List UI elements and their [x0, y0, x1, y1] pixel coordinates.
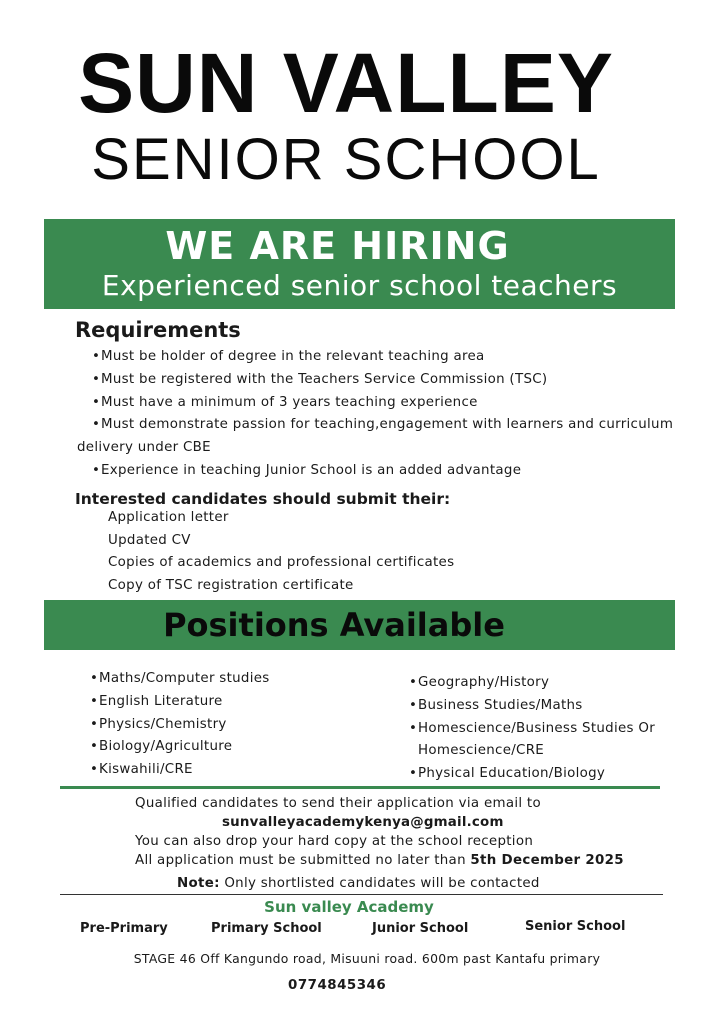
requirements-list	[77, 346, 677, 483]
position-item-continued: Homescience/CRE	[418, 743, 545, 759]
position-item: •Physics/Chemistry	[90, 714, 270, 737]
bullet-icon: •	[409, 697, 418, 713]
bullet-icon: •	[92, 417, 101, 433]
positions-list-right	[409, 672, 655, 786]
requirement-item: •Must be holder of degree in the relevant teaching area	[77, 346, 677, 369]
position-item: •Maths/Computer studies	[90, 668, 270, 691]
application-instruction: Qualified candidates to send their application via email to	[135, 796, 541, 811]
level-pre-primary: Pre-Primary	[80, 921, 168, 936]
requirement-item-continued: delivery under CBE	[77, 440, 211, 456]
requirements-title: Requirements	[75, 318, 241, 342]
bullet-icon: •	[92, 394, 101, 410]
bullet-icon: •	[409, 720, 418, 736]
bullet-icon: •	[92, 349, 101, 364]
bullet-icon: •	[90, 671, 99, 686]
positions-list-left	[90, 668, 270, 782]
application-email[interactable]: sunvalleyacademykenya@gmail.com	[222, 815, 504, 830]
deadline: All application must be submitted no later than 5th December 2025	[135, 853, 624, 868]
position-item: •Homescience/Business Studies Or	[409, 718, 655, 741]
position-item: •English Literature	[90, 691, 270, 714]
requirement-item: •Must be registered with the Teachers Service Commission (TSC)	[77, 369, 677, 392]
school-address: STAGE 46 Off Kangundo road, Misuuni road. 600m past Kantafu primary	[133, 951, 601, 966]
bullet-icon: •	[90, 716, 99, 732]
bullet-icon: •	[409, 675, 418, 690]
note	[177, 874, 540, 893]
position-item: •Kiswahili/CRE	[90, 759, 270, 782]
bullet-icon: •	[90, 693, 99, 709]
submission-item: Copy of TSC registration certificate	[108, 577, 354, 593]
submission-list	[108, 507, 454, 597]
requirement-item: •Experience in teaching Junior School is an added advantage	[77, 460, 677, 483]
requirement-item: •Must have a minimum of 3 years teaching experience	[77, 392, 677, 415]
position-item: •Business Studies/Maths	[409, 695, 655, 718]
submission-item: Application letter	[108, 510, 229, 525]
deadline-date: 5th December 2025	[470, 853, 624, 868]
school-subtitle: SENIOR SCHOOL	[91, 127, 601, 192]
level-junior: Junior School	[372, 921, 469, 936]
phone-number[interactable]: 0774845346	[288, 978, 387, 993]
submission-item: Updated CV	[108, 532, 191, 548]
bullet-icon: •	[92, 371, 101, 387]
level-primary: Primary School	[211, 921, 322, 936]
academy-name: Sun valley Academy	[264, 898, 434, 916]
hiring-headline: WE ARE HIRING	[165, 224, 510, 268]
level-senior: Senior School	[525, 919, 626, 934]
footer-divider	[60, 894, 663, 895]
note-label: Note:	[177, 876, 220, 891]
submission-item: Copies of academics and professional certificates	[108, 555, 455, 571]
position-item: •Physical Education/Biology	[409, 763, 655, 786]
positions-title: Positions Available	[163, 606, 505, 644]
bullet-icon: •	[92, 462, 101, 478]
position-item: •Geography/History	[409, 672, 655, 695]
requirement-item: •Must demonstrate passion for teaching,engagement with learners and curriculum	[77, 414, 677, 437]
bullet-icon: •	[90, 762, 99, 778]
position-item: •Biology/Agriculture	[90, 736, 270, 759]
divider	[60, 786, 660, 789]
note-text: Only shortlisted candidates will be contacted	[224, 876, 540, 891]
bullet-icon: •	[409, 766, 418, 782]
school-name: SUN VALLEY	[78, 36, 614, 130]
bullet-icon: •	[90, 739, 99, 755]
hiring-subheadline: Experienced senior school teachers	[101, 269, 618, 302]
submission-title: Interested candidates should submit their:	[75, 490, 451, 508]
dropoff-instruction: You can also drop your hard copy at the school reception	[135, 834, 534, 849]
